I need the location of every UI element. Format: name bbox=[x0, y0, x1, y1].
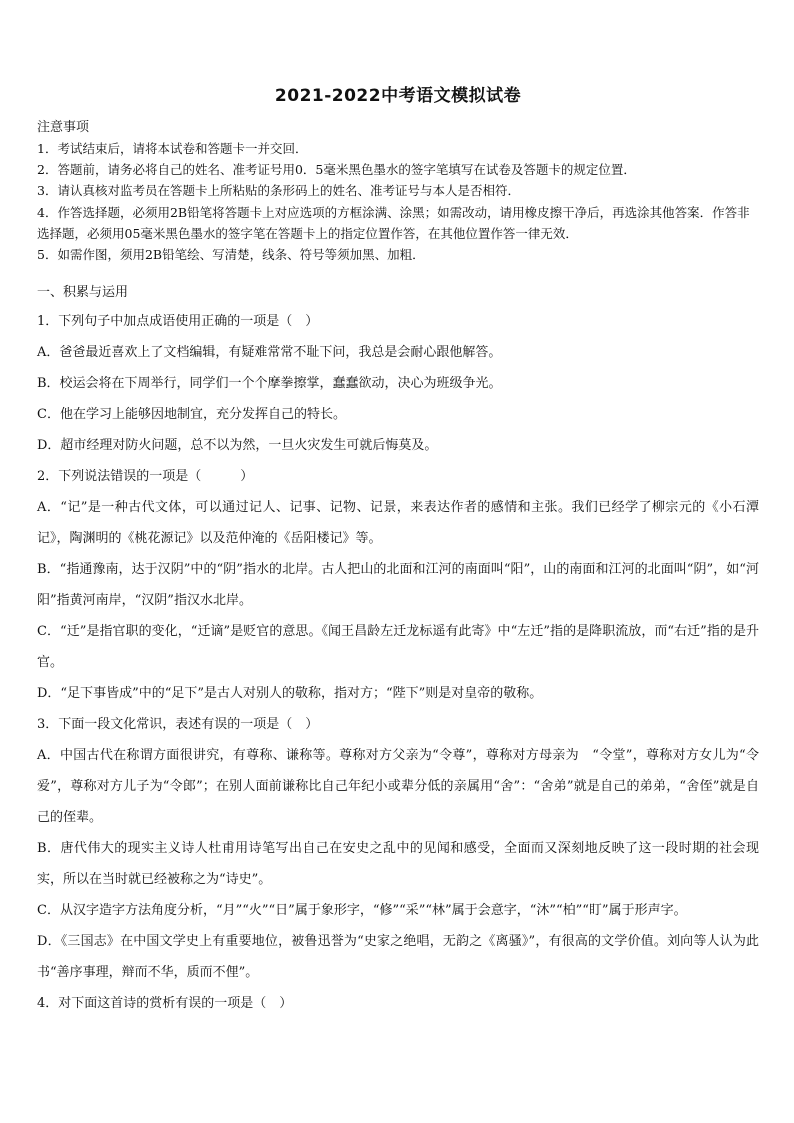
question-2: 2．下列说法错误的一项是（ ） bbox=[37, 469, 254, 485]
question-3-option-c: C．从汉字造字方法角度分析，“月”“火”“日”属于象形字，“修”“采”“林”属于会意字，“沐”“柏”“盯”属于形声字。 bbox=[37, 903, 687, 919]
notice-item: 5．如需作图，须用2B铅笔绘、写清楚，线条、符号等须加黑、加粗． bbox=[37, 247, 425, 263]
question-2-option-c: C．“迁”是指官职的变化，“迁谪”是贬官的意思。《闻王昌龄左迁龙标遥有此寄》中“左迁”指的是降职流放，而“右迁”指的是升官。 bbox=[37, 624, 759, 671]
notice-item: 4．作答选择题，必须用2B铅笔将答题卡上对应选项的方框涂满、涂黑；如需改动，请用橡皮擦干净后，再选涂其他答案．作答非选择题，必须用05毫米黑色墨水的签字笔在答题卡上的指定位置作答，在其他位置作答一律无效． bbox=[37, 204, 750, 241]
question-1: 1．下列句子中加点成语使用正确的一项是（ ） bbox=[37, 314, 319, 330]
question-3-option-d: D．《三国志》在中国文学史上有重要地位，被鲁迅誉为“史家之绝唱，无韵之《离骚》”，有很高的文学价值。刘向等人认为此书“善序事理，辩而不华，质而不俚”。 bbox=[37, 934, 759, 981]
notice-item: 3．请认真核对监考员在答题卡上所粘贴的条形码上的姓名、准考证号与本人是否相符． bbox=[37, 183, 520, 199]
question-2-option-d: D．“足下事皆成”中的“足下”是古人对别人的敬称，指对方；“陛下”则是对皇帝的敬称。 bbox=[37, 686, 543, 702]
question-3: 3．下面一段文化常识，表述有误的一项是（ ） bbox=[37, 717, 319, 733]
question-3-option-a: A．中国古代在称谓方面很讲究，有尊称、谦称等。尊称对方父亲为“令尊”，尊称对方母亲为 “令堂”，尊称对方女儿为“令爱”，尊称对方儿子为“令郎”；在别人面前谦称比自己年纪小或辈分低的亲属用“舍”：“舍弟”就是自己的弟弟，“舍侄”就是自己的侄辈。 bbox=[37, 748, 759, 826]
question-list bbox=[37, 306, 759, 1019]
section-heading: 一、积累与运用 bbox=[37, 285, 129, 301]
notice-item: 2．答题前，请务必将自己的姓名、准考证号用0．5毫米黑色墨水的签字笔填写在试卷及答题卡的规定位置． bbox=[37, 162, 636, 178]
notice-heading: 注意事项 bbox=[37, 120, 90, 135]
question-4: 4．对下面这首诗的赏析有误的一项是（ ） bbox=[37, 996, 293, 1012]
question-2-option-b: B．“指通豫南，达于汉阴”中的“阴”指水的北岸。古人把山的北面和江河的南面叫“阳”，山的南面和江河的北面叫“阴”，如“河阳”指黄河南岸，“汉阴”指汉水北岸。 bbox=[37, 562, 759, 609]
question-1-option-b: B．校运会将在下周举行，同学们一个个摩拳擦掌，蠢蠢欲动，决心为班级争光。 bbox=[37, 376, 502, 392]
question-1-option-d: D．超市经理对防火问题，总不以为然，一旦火灾发生可就后悔莫及。 bbox=[37, 438, 438, 454]
exam-title: 2021-2022中考语文模拟试卷 bbox=[274, 86, 522, 106]
question-1-option-c: C．他在学习上能够因地制宜，充分发挥自己的特长。 bbox=[37, 407, 346, 423]
question-1-option-a: A．爸爸最近喜欢上了文档编辑，有疑难常常不耻下问，我总是会耐心跟他解答。 bbox=[37, 345, 502, 361]
question-2-option-a: A．“记”是一种古代文体，可以通过记人、记事、记物、记景，来表达作者的感情和主张。我们已经学了柳宗元的《小石潭记》，陶渊明的《桃花源记》以及范仲淹的《岳阳楼记》等。 bbox=[37, 500, 759, 547]
exam-page bbox=[37, 84, 759, 1019]
notice-list bbox=[37, 138, 759, 265]
question-3-option-b: B．唐代伟大的现实主义诗人杜甫用诗笔写出自己在安史之乱中的见闻和感受，全面而又深刻地反映了这一段时期的社会现实，所以在当时就已经被称之为“诗史”。 bbox=[37, 841, 759, 888]
notice-item: 1．考试结束后，请将本试卷和答题卡一并交回． bbox=[37, 141, 308, 156]
